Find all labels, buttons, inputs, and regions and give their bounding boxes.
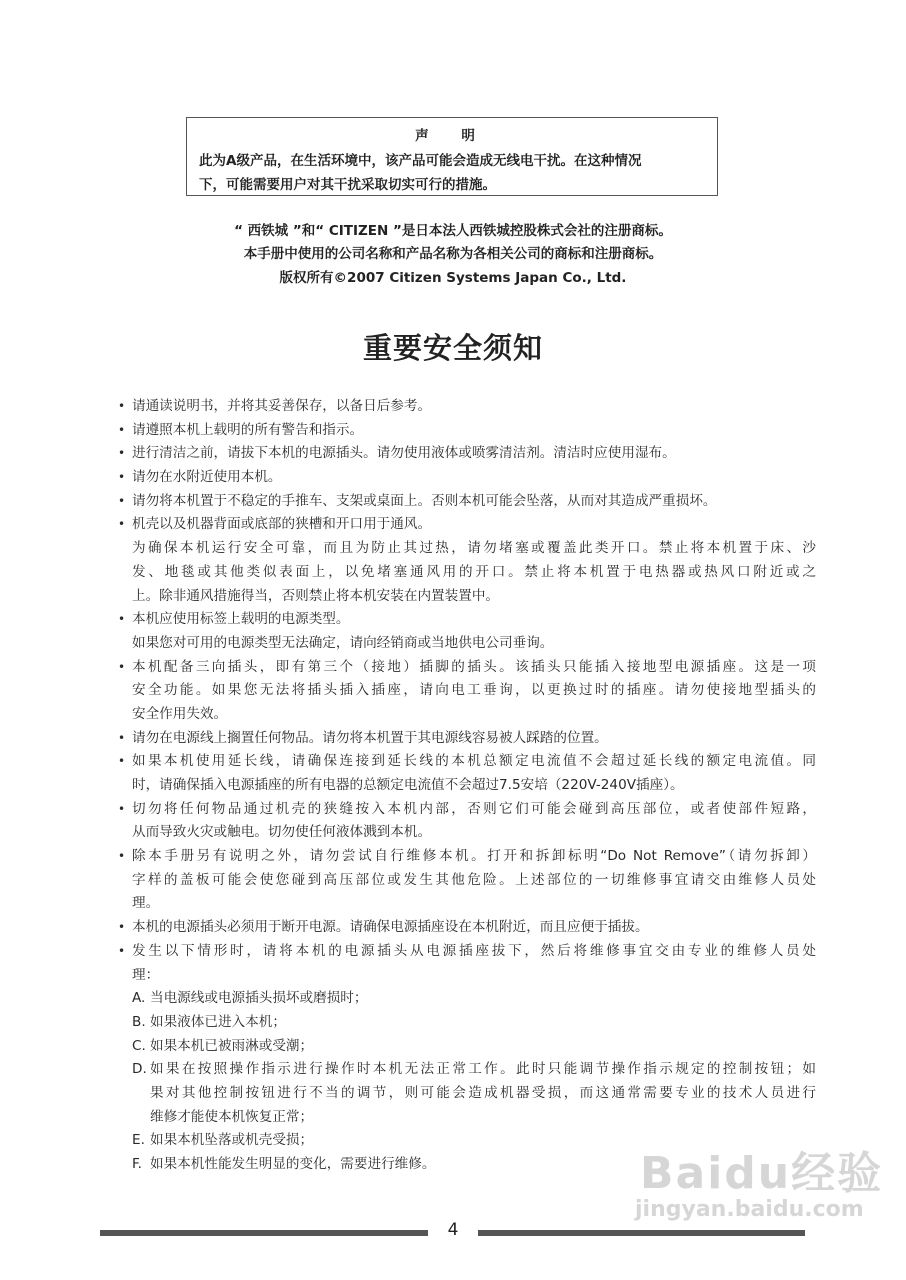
text-line: 如果本机使用延长线，请确保连接到延长线的本机总额定电流值不会超过延长线的额定电流值。同 — [132, 753, 816, 770]
bullet-icon: • — [118, 422, 126, 437]
text-line: 维修才能使本机恢复正常； — [150, 1108, 314, 1125]
notice-line: 此为A级产品，在生活环境中，该产品可能会造成无线电干扰。在这种情况 — [199, 153, 642, 169]
text-line: 除本手册另有说明之外，请勿尝试自行维修本机。打开和拆卸标明“Do Not Remove”（请勿拆卸） — [132, 848, 816, 865]
bullet-icon: • — [118, 849, 126, 864]
bullet-icon: • — [118, 730, 126, 745]
list-item — [118, 419, 816, 443]
page-number: 4 — [447, 1220, 459, 1240]
sub-list-item — [132, 987, 816, 1011]
text-line: 机壳以及机器背面或底部的狭槽和开口用于通风。 — [132, 516, 432, 533]
text-line: 从而导致火灾或触电。切勿使任何液体溅到本机。 — [132, 824, 432, 841]
text-line: 理。 — [132, 895, 160, 912]
text-line: 安全功能。如果您无法将插头插入插座，请向电工垂询，以更换过时的插座。请勿使接地型插头的 — [132, 682, 816, 699]
text-line: 当电源线或电源插头损坏或磨损时； — [150, 990, 368, 1007]
sub-list-item — [132, 1011, 816, 1035]
list-item — [118, 490, 816, 514]
footer-rule-right — [478, 1230, 805, 1236]
text-line: 果对其他控制按钮进行不当的调节，则可能会造成机器受损，而这通常需要专业的技术人员进行 — [150, 1084, 816, 1101]
text-line: 为确保本机运行安全可靠，而且为防止其过热，请勿堵塞或覆盖此类开口。禁止将本机置于床、沙 — [132, 540, 816, 557]
text-line: 请勿在电源线上搁置任何物品。请勿将本机置于其电源线容易被人踩踏的位置。 — [132, 729, 608, 746]
trademark-line: 本手册中使用的公司名称和产品名称为各相关公司的商标和注册商标。 — [243, 246, 663, 262]
sub-list-item — [132, 1058, 816, 1129]
list-item — [118, 916, 816, 940]
safety-list — [118, 395, 816, 1177]
text-line: 上。除非通风措施得当，否则禁止将本机安装在内置装置中。 — [132, 587, 500, 604]
text-line: 发生以下情形时，请将本机的电源插头从电源插座拔下，然后将维修事宜交由专业的维修人员处 — [132, 942, 816, 959]
list-item — [118, 442, 816, 466]
text-line: 发、地毯或其他类似表面上，以免堵塞通风用的开口。禁止将本机置于电热器或热风口附近或之 — [132, 563, 816, 580]
text-line: 进行清洁之前，请拔下本机的电源插头。请勿使用液体或喷雾清洁剂。清洁时应使用湿布。 — [132, 445, 676, 462]
text-line: 请勿将本机置于不稳定的手推车、支架或桌面上。否则本机可能会坠落，从而对其造成严重损坏。 — [132, 492, 717, 509]
sub-item-label: B. — [132, 1013, 146, 1030]
list-item — [118, 940, 816, 987]
watermark-url: jingyan.baidu.com — [635, 1197, 864, 1222]
text-line: 切勿将任何物品通过机壳的狭缝按入本机内部，否则它们可能会碰到高压部位，或者使部件短路， — [132, 800, 816, 817]
text-line: 安全作用失效。 — [132, 705, 228, 722]
text-line: 时，请确保插入电源插座的所有电器的总额定电流值不会超过7.5安培（220V-240V插座）。 — [132, 777, 684, 793]
text-line: 如果在按照操作指示进行操作时本机无法正常工作。此时只能调节操作指示规定的控制按钮；如 — [150, 1061, 816, 1078]
list-item — [118, 608, 816, 655]
bullet-icon: • — [118, 659, 126, 674]
notice-line: 下，可能需要用户对其干扰采取切实可行的措施。 — [199, 177, 496, 193]
text-line: 理： — [132, 966, 160, 983]
list-item — [118, 513, 816, 608]
bullet-icon: • — [118, 943, 126, 958]
list-item — [118, 750, 816, 797]
list-item — [118, 466, 816, 490]
notice-title: 声 明 — [415, 128, 489, 144]
list-item — [118, 656, 816, 727]
text-line: 如果本机性能发生明显的变化，需要进行维修。 — [150, 1156, 436, 1172]
text-line: 请遵照本机上载明的所有警告和指示。 — [132, 421, 364, 438]
watermark-logo: Baidu经验 — [640, 1148, 884, 1199]
list-item — [118, 845, 816, 916]
text-line: 本机配备三向插头，即有第三个（接地）插脚的插头。该插头只能插入接地型电源插座。这是一项 — [132, 658, 816, 675]
notice-box — [186, 117, 718, 196]
watermark — [635, 1148, 884, 1222]
bullet-icon: • — [118, 754, 126, 769]
text-line: 本机应使用标签上载明的电源类型。 — [132, 611, 350, 628]
bullet-icon: • — [118, 493, 126, 508]
bullet-icon: • — [118, 446, 126, 461]
bullet-icon: • — [118, 517, 126, 532]
list-item — [118, 727, 816, 751]
sub-item-label: A. — [132, 990, 146, 1007]
sub-item-label: D. — [132, 1061, 147, 1078]
bullet-icon: • — [118, 920, 126, 935]
text-line: 如果本机已被雨淋或受潮； — [150, 1037, 314, 1054]
text-line: 请勿在水附近使用本机。 — [132, 469, 282, 486]
sub-item-label: C. — [132, 1037, 146, 1054]
bullet-icon: • — [118, 470, 126, 485]
bullet-icon: • — [118, 801, 126, 816]
sub-list-item — [132, 1035, 816, 1059]
text-line: 如果液体已进入本机； — [150, 1013, 286, 1030]
text-line: 字样的盖板可能会使您碰到高压部位或发生其他危险。上述部位的一切维修事宜请交由维修人员处 — [132, 871, 816, 888]
footer-rule-left — [100, 1230, 428, 1236]
list-item — [118, 798, 816, 845]
sub-item-label: E. — [132, 1132, 145, 1149]
bullet-icon: • — [118, 399, 126, 413]
text-line: 请通读说明书，并将其妥善保存，以备日后参考。 — [132, 398, 432, 414]
sub-item-label: F. — [132, 1156, 142, 1172]
copyright-line: 版权所有©2007 Citizen Systems Japan Co., Ltd. — [279, 270, 627, 286]
text-line: 如果本机坠落或机壳受损； — [150, 1132, 314, 1149]
text-line: 如果您对可用的电源类型无法确定，请向经销商或当地供电公司垂询。 — [132, 634, 554, 651]
page-heading: 重要安全须知 — [362, 331, 543, 365]
trademark-line: “ 西铁城 ”和“ CITIZEN ”是日本法人西铁城控股株式会社的注册商标。 — [234, 223, 672, 239]
bullet-icon: • — [118, 612, 126, 627]
text-line: 本机的电源插头必须用于断开电源。请确保电源插座设在本机附近，而且应便于插拔。 — [132, 919, 649, 936]
list-item — [118, 395, 816, 419]
